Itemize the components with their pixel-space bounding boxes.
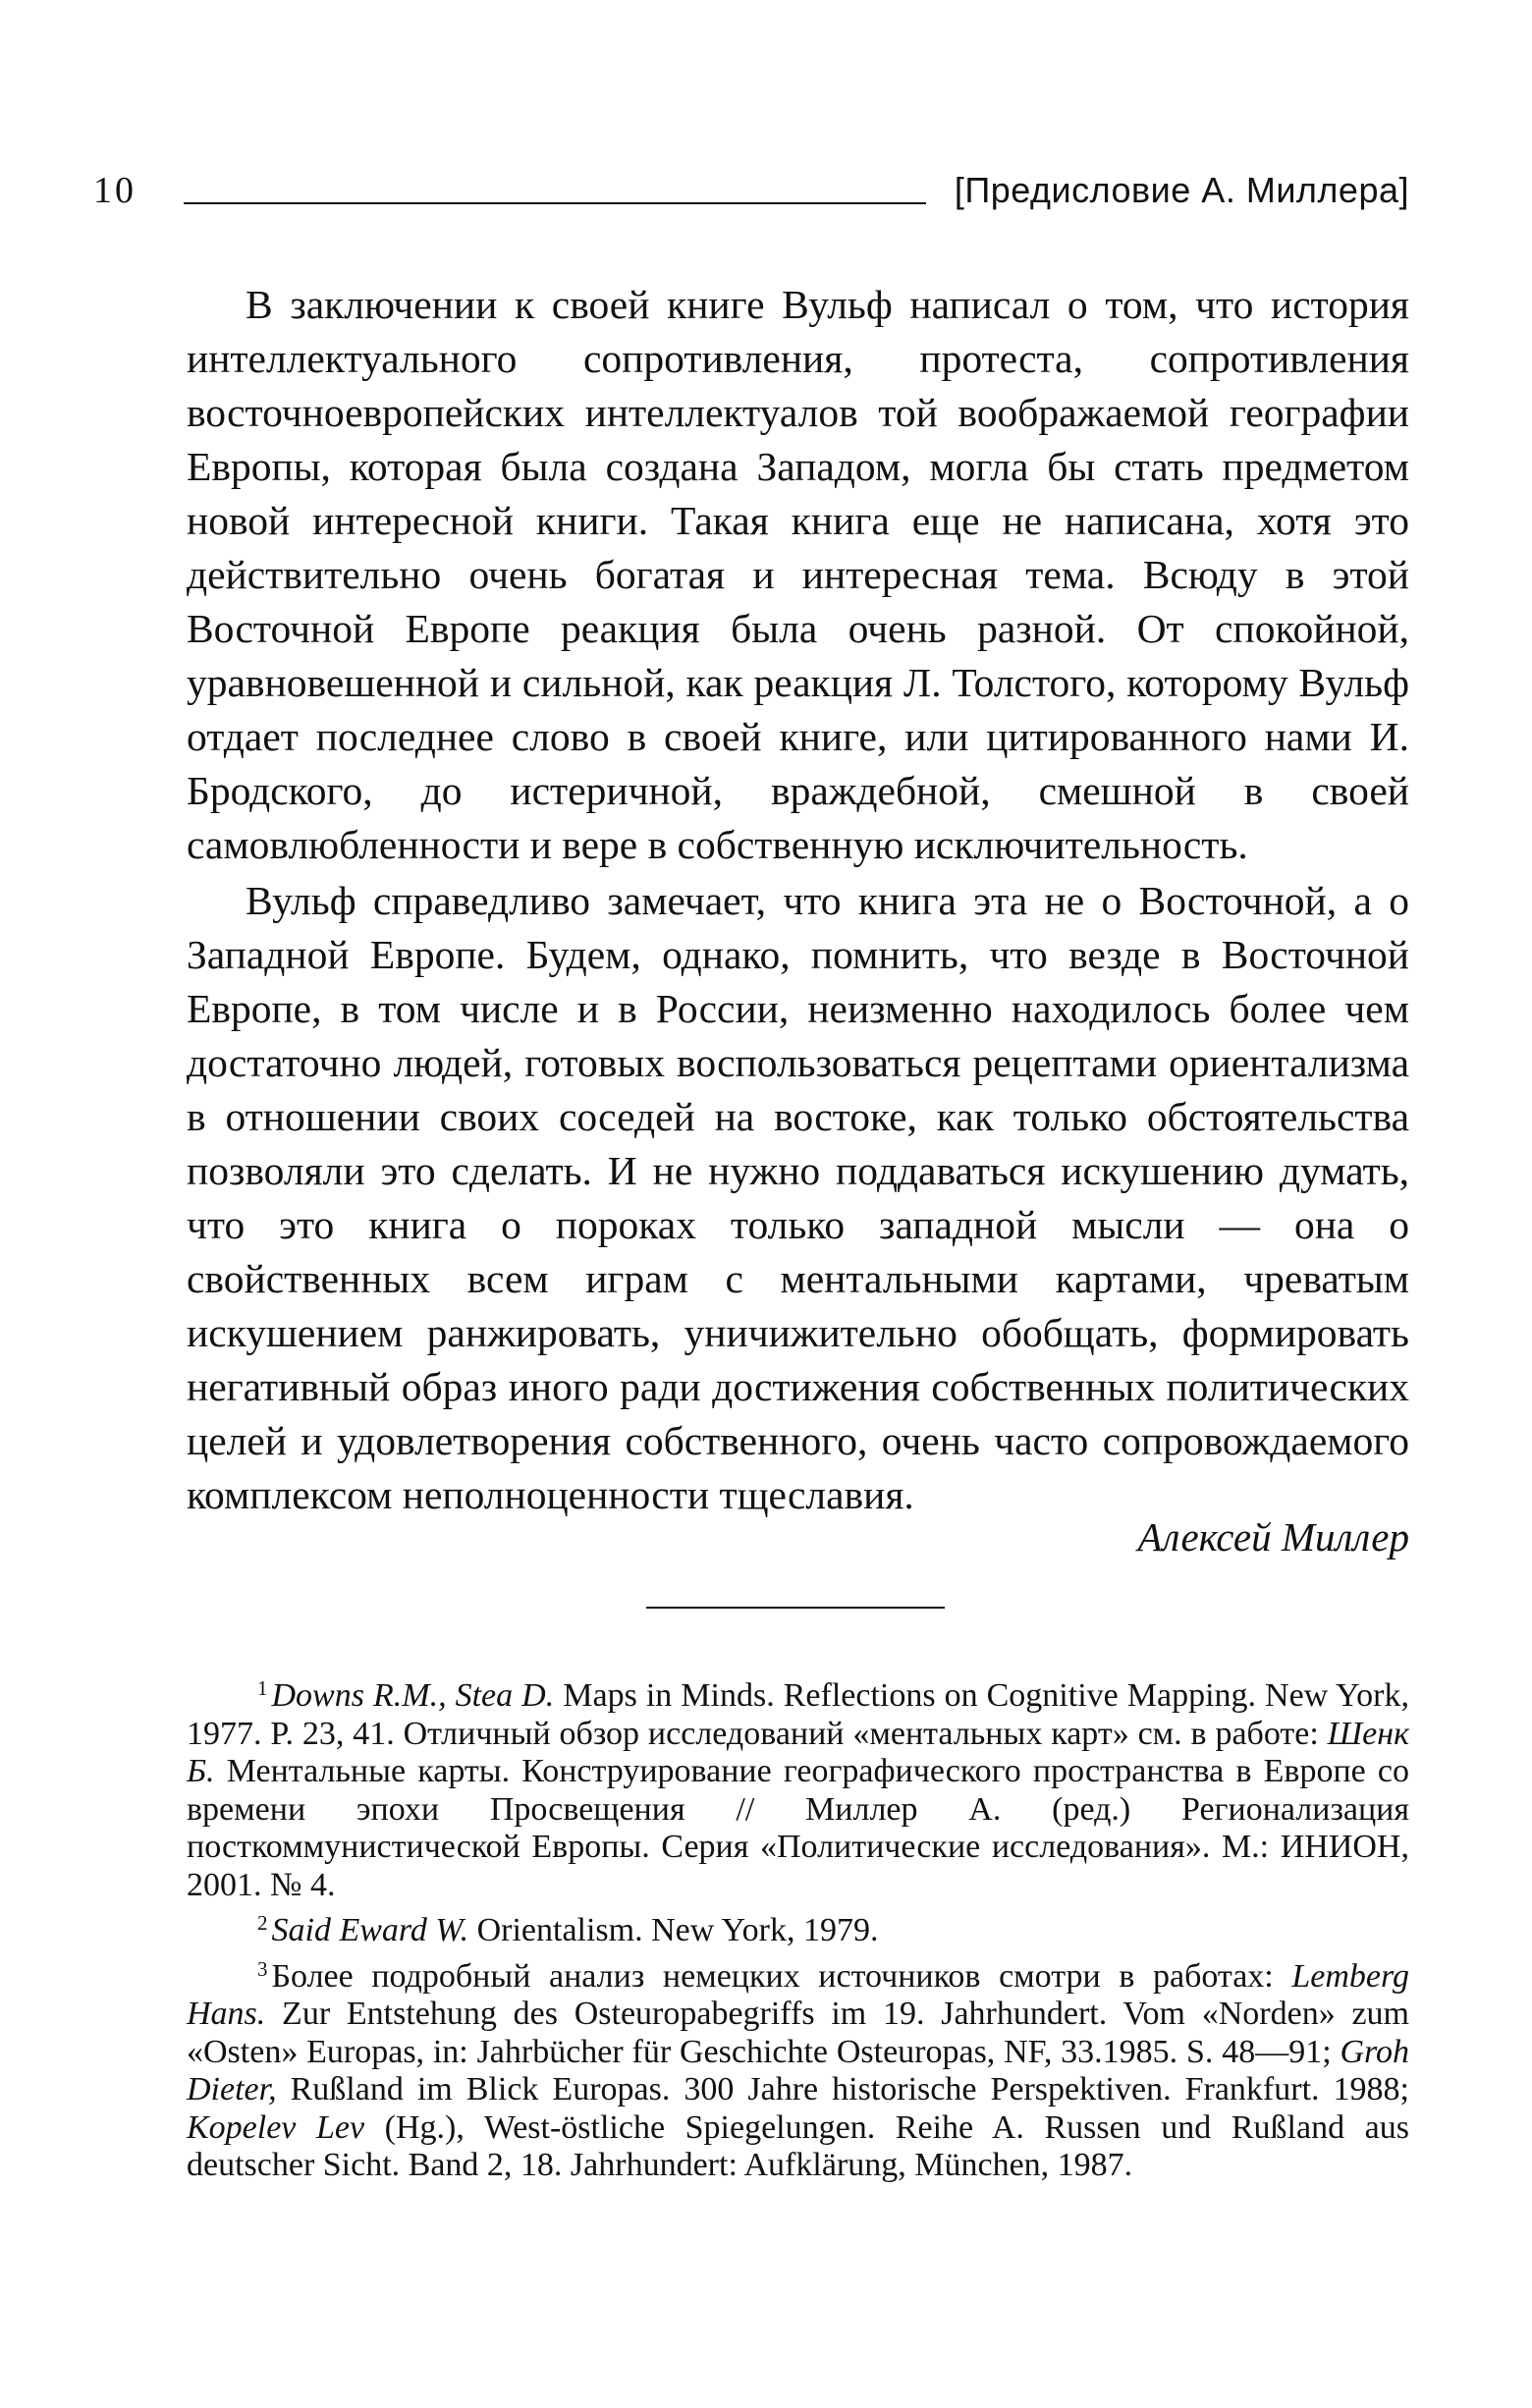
footnotes (187, 1669, 1409, 2185)
footnote-author: Kopelev Lev (187, 2108, 365, 2146)
footnote (187, 1950, 1409, 2185)
running-header (93, 165, 1409, 216)
header-rule (184, 202, 926, 204)
paragraph: Вульф справедливо замечает, что книга эта не о Восточной, а о Западной Европе. Будем, однако, помнить, что везде в Восточной Европе, в том числе и в России, неизменно находилось более чем достаточно людей, готовых воспользоваться рецептами ориентализма в отношении своих соседей на востоке, как только обстоятельства позволяли это сделать. И не нужно поддаваться искушению думать, что это книга о пороках только западной мысли — она о свойственных всем играм с ментальными картами, чреватым искушением ранжировать, уничижительно обобщать, формировать негативный образ иного ради достижения собственных политических целей и удовлетворения собственного, очень часто сопровождаемого комплексом неполноценности тщеславия. (187, 878, 1409, 1517)
footnote-author: Said Eward W. (271, 1912, 469, 1948)
footnote-text: Zur Entstehung des Osteuropabegriffs im 19. Jahrhundert. Vom «Norden» zum «Osten» Europas, in: Jahrbücher für Geschichte Osteuropas, NF, 33.1985. S. 48—91; (187, 1996, 1409, 2070)
footnote-text: Maps in Minds. Reflections on Cognitive Mapping. New York, 1977. P. 23, 41. Отличный обзор исследований «ментальных карт» см. в работе: (187, 1677, 1409, 1752)
page-number: 10 (93, 170, 137, 211)
footnote-text: (Hg.), West-östliche Spiegelungen. Reihe A. Russen und Rußland aus deutscher Sicht. Band 2, 18. Jahrhundert: Aufklärung, München, 1987. (187, 2108, 1409, 2183)
paragraph: В заключении к своей книге Вульф написал о том, что история интеллектуального сопротивления, протеста, сопротивления восточноевропейских интеллектуалов той воображаемой географии Европы, которая была создана Западом, могла бы стать предметом новой интересной книги. Такая книга еще не написана, хотя это действительно очень богатая и интересная тема. Всюду в этой Восточной Европе реакция была очень разной. От спокойной, уравновешенной и сильной, как реакция Л. Толстого, которому Вульф отдает последнее слово в своей книге, или цитированного нами И. Бродского, до истеричной, враждебной, смешной в своей самовлюбленности и вере в собственную исключительность. (187, 282, 1409, 867)
footnote-text: Более подробный анализ немецких источников смотри в работах: (271, 1957, 1292, 1995)
footnote-number: 3 (257, 1956, 268, 1981)
footnote-author: Downs R.M., Stea D. (271, 1677, 555, 1714)
footnote-number: 2 (257, 1911, 268, 1935)
footnote (187, 1669, 1409, 1904)
footnote-number: 1 (257, 1676, 268, 1700)
footnote-text: Orientalism. New York, 1979. (468, 1912, 879, 1948)
footnote-author: Шенк Б. (187, 1715, 1409, 1789)
footnote-author: Lemberg Hans. (187, 1957, 1409, 2032)
footnote-text: Ментальные карты. Конструирование географического пространства в Европе со времени эпохи Просвещения // Миллер А. (ред.) Регионализация посткоммунистической Европы. Серия «Политические исследования». М.: ИНИОН, 2001. № 4. (187, 1753, 1409, 1903)
footnote-separator (646, 1607, 945, 1609)
running-title: [Предисловие А. Миллера] (954, 170, 1409, 210)
footnote-author: Groh Dieter, (187, 2033, 1409, 2107)
author-signature: Алексей Миллер (1137, 1514, 1409, 1560)
footnote (187, 1904, 1409, 1950)
main-text (187, 278, 1409, 1522)
footnote-text: Rußland im Blick Europas. 300 Jahre historische Perspektiven. Frankfurt. 1988; (276, 2071, 1409, 2107)
